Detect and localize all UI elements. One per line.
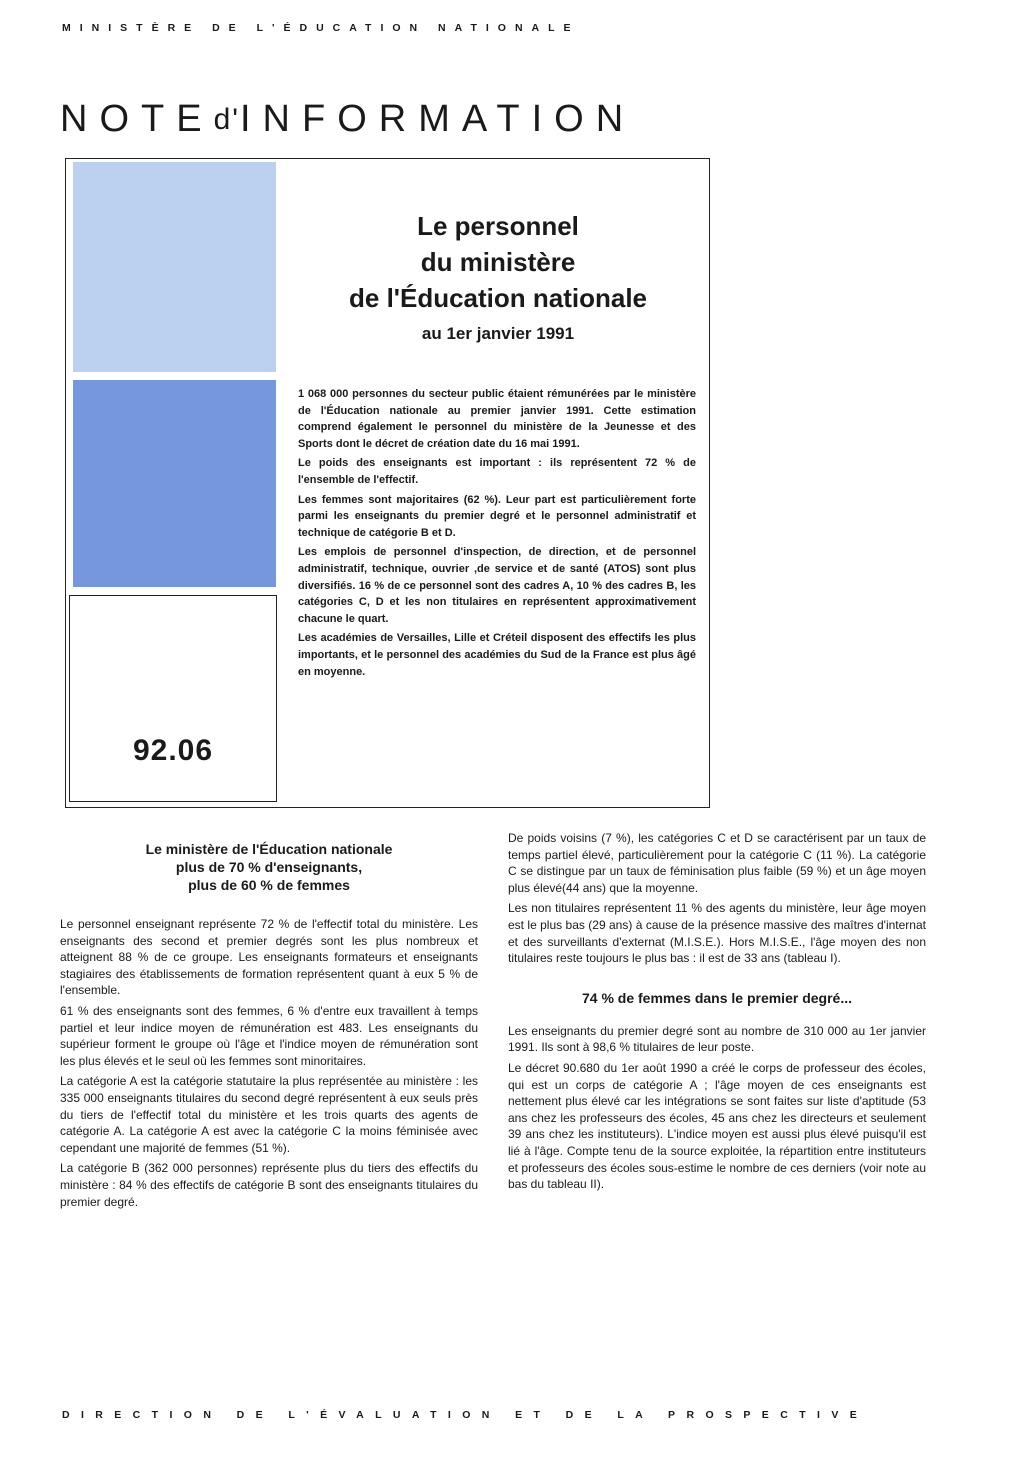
cover-title-line-3: de l'Éducation nationale <box>349 283 647 313</box>
masthead-information: INFORMATION <box>239 98 636 140</box>
body-paragraph: Le décret 90.680 du 1er août 1990 a créé le corps de professeur des écoles, qui est un corps de catégorie A ; l'âge moyen de ces enseignants est nettement plus élevé car les intégrations se sont faites sur liste d'aptitude (53 ans chez les professeurs des écoles, 45 ans chez les directeurs et seulement 39 ans chez les instituteurs). L'indice moyen est aussi plus élevé puisqu'il est lié à l'âge. Compte tenu de la source exploitée, la répartition entre instituteurs et professeurs des écoles sous-estime le nombre de ces derniers (voir note au bas du tableau II). <box>508 1060 926 1192</box>
decorative-light-blue-block <box>73 162 276 372</box>
issue-number: 92.06 <box>132 734 214 767</box>
ministry-name: MINISTÈRE DE L'ÉDUCATION NATIONALE <box>62 22 580 34</box>
body-paragraph: De poids voisins (7 %), les catégories C et D se caractérisent par un taux de temps partiel élevé, particulièrement pour la catégorie C (11 %). La catégorie C se distingue par un taux de féminisation plus faible (59 %) et un âge moyen plus élevé(44 ans) que la moyenne. <box>508 831 926 895</box>
left-column <box>60 840 478 1214</box>
cover-subtitle: au 1er janvier 1991 <box>421 324 575 343</box>
summary-paragraph: Les femmes sont majoritaires (62 %). Leur part est particulièrement forte parmi les enseignants du premier degré et le personnel administratif et technique de catégorie B et D. <box>298 493 696 539</box>
summary-paragraph: Le poids des enseignants est important : ils représentent 72 % de l'ensemble de l'effectif. <box>298 457 696 486</box>
footer-directorate: DIRECTION DE L'ÉVALUATION ET DE LA PROSPECTIVE <box>62 1409 869 1421</box>
subsection-heading: 74 % de femmes dans le premier degré... <box>581 989 852 1006</box>
decorative-blue-block <box>73 380 276 587</box>
cover-summary <box>298 386 696 683</box>
section-heading-line-2: plus de 70 % d'enseignants, <box>175 859 363 875</box>
issue-number-box <box>69 595 277 802</box>
section-heading-line-1: Le ministère de l'Éducation nationale <box>145 841 393 857</box>
right-column <box>508 830 926 1197</box>
masthead-de: d' <box>213 103 240 136</box>
body-paragraph: Les enseignants du premier degré sont au nombre de 310 000 au 1er janvier 1991. Ils sont à 98,6 % titulaires de leur poste. <box>508 1023 926 1055</box>
masthead-note: NOTE <box>60 98 214 140</box>
body-paragraph: Le personnel enseignant représente 72 % de l'effectif total du ministère. Les enseignants des second et premier degrés sont les plus nombreux et atteignent 88 % de ce groupe. Les enseignants formateurs et enseignants stagiaires des établissements de formation représentent quant à eux 5 % de l'ensemble. <box>60 917 478 998</box>
cover-title-line-2: du ministère <box>420 247 576 277</box>
section-heading-line-3: plus de 60 % de femmes <box>188 877 350 893</box>
section-heading <box>60 840 478 894</box>
cover-title-line-1: Le personnel <box>417 211 579 241</box>
body-paragraph: La catégorie B (362 000 personnes) représente plus du tiers des effectifs du ministère : 84 % des effectifs de catégorie B sont des enseignants titulaires du premier degré. <box>60 1161 478 1209</box>
summary-paragraph: Les emplois de personnel d'inspection, de direction, et de personnel administratif, technique, ouvrier ,de service et de santé (ATOS) sont plus diversifiés. 16 % de ce personnel sont des cadres A, 10 % des cadres B, les catégories C, D et les non titulaires en représentent approximativement chacune le quart. <box>298 546 696 625</box>
body-paragraph: La catégorie A est la catégorie statutaire la plus représentée au ministère : les 335 000 enseignants titulaires du second degré représentent à eux seuls près du tiers de l'effectif total du ministère et les trois quarts des agents de catégorie A. La catégorie A est avec la catégorie C la moins féminisée avec cependant une majorité de femmes (51 %). <box>60 1074 478 1155</box>
summary-paragraph: 1 068 000 personnes du secteur public étaient rémunérées par le ministère de l'Éducation nationale au premier janvier 1991. Cette estimation comprend également le personnel du ministère de la Jeunesse et des Sports dont le décret de création date du 16 mai 1991. <box>298 388 696 450</box>
body-paragraph: Les non titulaires représentent 11 % des agents du ministère, leur âge moyen est le plus bas (29 ans) à cause de la présence massive des maîtres d'internat et des surveillants d'externat (M.I.S.E.). Hors M.I.S.E., l'âge moyen des non titulaires reste toujours le plus bas : il est de 33 ans (tableau I). <box>508 901 926 966</box>
body-paragraph: 61 % des enseignants sont des femmes, 6 % d'entre eux travaillent à temps partiel et leur indice moyen de rémunération est 483. Les enseignants du supérieur forment le groupe où l'âge et l'indice moyen de rémunération sont les plus élevés et le seul où les femmes sont minoritaires. <box>60 1003 478 1068</box>
cover-title-block <box>298 208 698 344</box>
summary-paragraph: Les académies de Versailles, Lille et Créteil disposent des effectifs les plus importants, et le personnel des académies du Sud de la France est plus âgé en moyenne. <box>298 632 696 678</box>
masthead <box>60 100 635 138</box>
